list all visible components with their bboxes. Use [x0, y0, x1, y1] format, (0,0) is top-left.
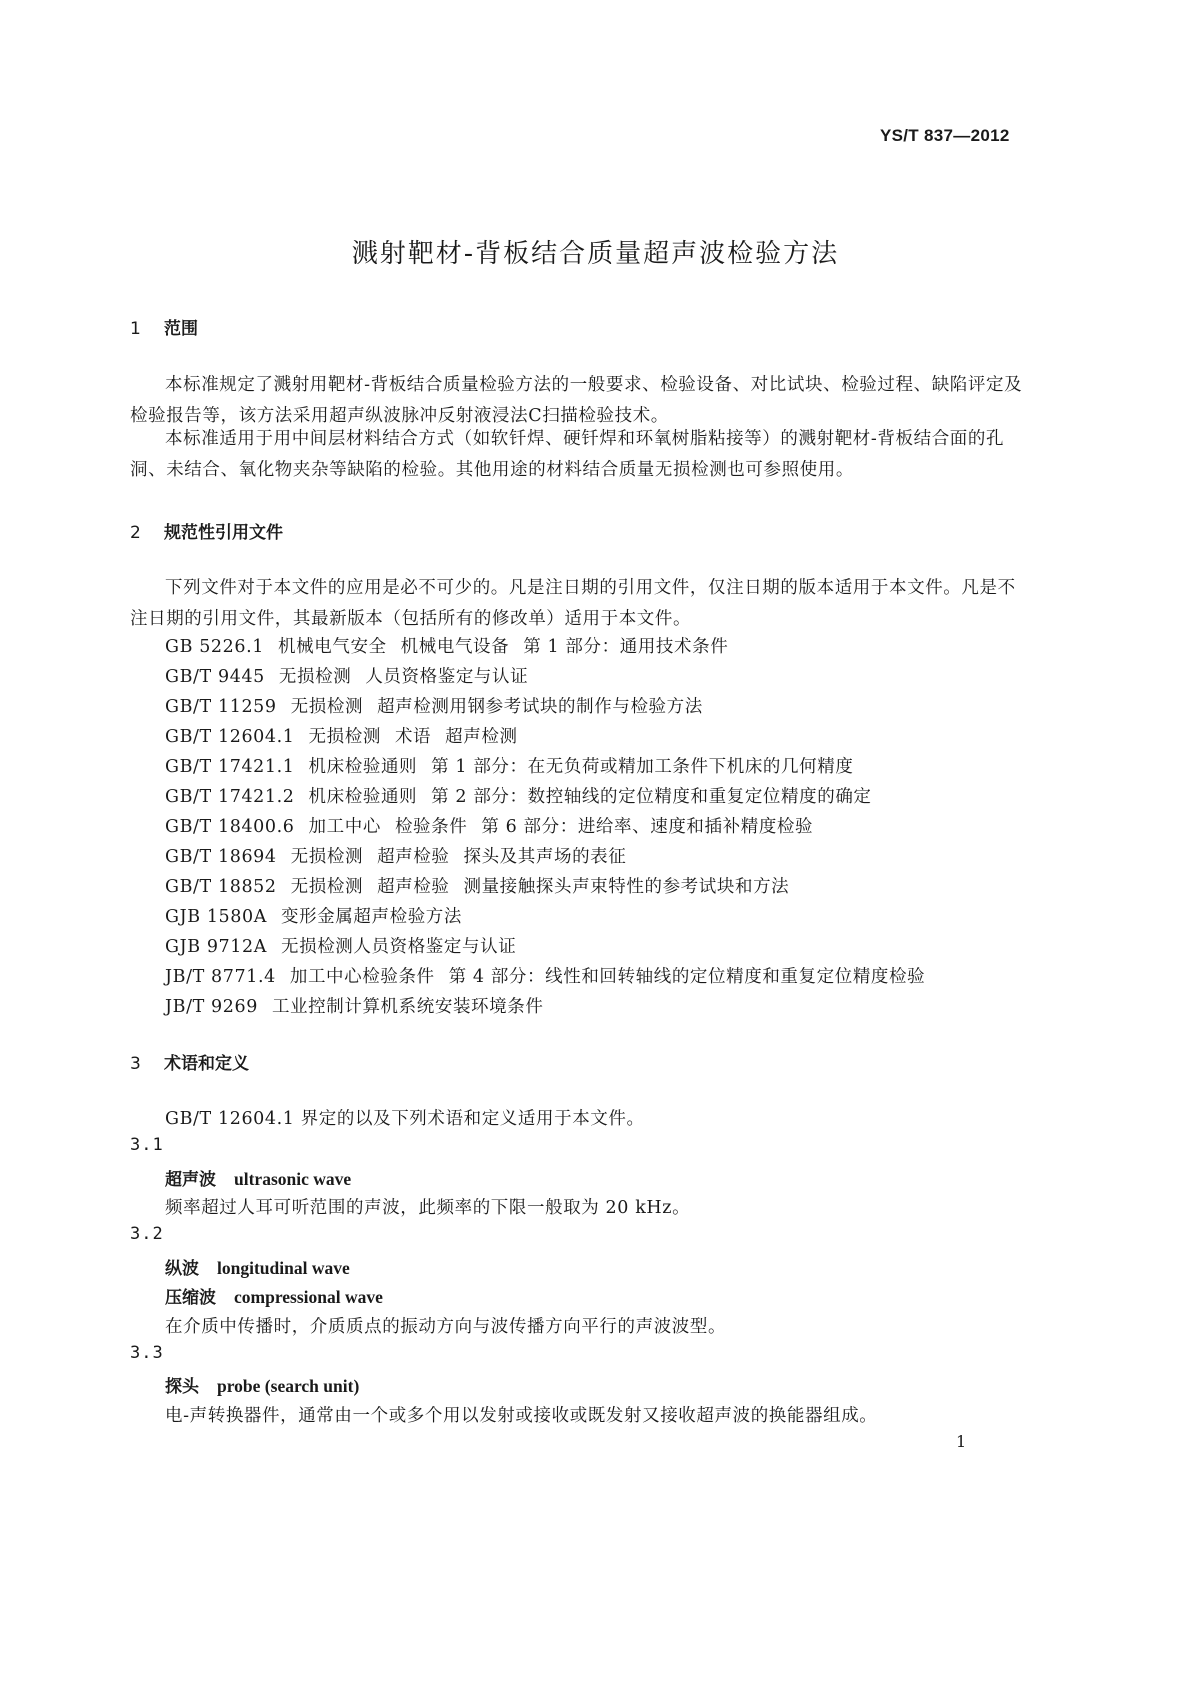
reference-title: 第 1 部分：通用技术条件	[523, 637, 729, 657]
section-number: 3	[130, 1054, 141, 1074]
term-entry	[165, 1372, 359, 1397]
reference-title: 无损检测	[278, 667, 352, 687]
reference-code: GB/T 18400.6	[165, 817, 295, 837]
term-en: ultrasonic wave	[234, 1169, 352, 1189]
reference-title: 机床检验通则	[308, 787, 418, 807]
reference-title: 变形金属超声检验方法	[281, 907, 462, 927]
reference-title: 无损检测	[290, 697, 364, 717]
page-number: 1	[956, 1432, 967, 1451]
term-zh: 探头	[165, 1377, 199, 1397]
reference-code: GB 5226.1	[165, 637, 265, 657]
reference-item	[165, 663, 542, 688]
reference-title: 超声检验	[377, 847, 450, 867]
term-en: probe (search unit)	[217, 1376, 360, 1396]
reference-title: 机械电气设备	[400, 637, 510, 657]
section-number: 2	[130, 523, 141, 543]
reference-code: GB/T 11259	[165, 697, 277, 717]
section-title: 规范性引用文件	[164, 523, 283, 543]
reference-title: 第 1 部分：在无负荷或精加工条件下机床的几何精度	[431, 757, 854, 777]
section-2-intro: 下列文件对于本文件的应用是必不可少的。凡是注日期的引用文件，仅注日期的版本适用于本文件。凡是不注日期的引用文件，其最新版本（包括所有的修改单）适用于本文件。	[130, 578, 1016, 629]
reference-code: GB/T 17421.1	[165, 757, 295, 777]
section-3-intro: GB/T 12604.1 界定的以及下列术语和定义适用于本文件。	[165, 1109, 645, 1129]
term-zh: 纵波	[165, 1259, 199, 1279]
reference-title: 检验条件	[394, 817, 468, 837]
reference-item	[165, 963, 939, 988]
reference-title: 人员资格鉴定与认证	[365, 667, 529, 687]
clause-number: 3.3	[130, 1343, 164, 1363]
standard-number: YS/T 837—2012	[880, 126, 1010, 145]
section-number: 1	[130, 319, 141, 339]
reference-item	[165, 723, 532, 748]
reference-code: GJB 9712A	[165, 937, 267, 957]
reference-title: 第 6 部分：进给率、速度和插补精度检验	[481, 817, 814, 837]
reference-code: JB/T 9269	[165, 997, 258, 1017]
reference-title: 加工中心检验条件	[289, 967, 435, 987]
reference-code: GJB 1580A	[165, 907, 267, 927]
section-3-heading	[130, 1049, 249, 1074]
reference-item	[165, 813, 827, 838]
term-zh: 压缩波	[165, 1288, 216, 1308]
reference-title: 加工中心	[308, 817, 381, 837]
reference-item	[165, 783, 886, 808]
reference-title: 探头及其声场的表征	[463, 847, 627, 867]
reference-title: 无损检测	[290, 877, 364, 897]
reference-title: 第 4 部分：线性和回转轴线的定位精度和重复定位精度检验	[448, 967, 926, 987]
reference-title: 测量接触探头声束特性的参考试块和方法	[463, 877, 790, 897]
reference-item	[165, 933, 530, 958]
section-2-heading	[130, 518, 283, 543]
reference-title: 机械电气安全	[278, 637, 387, 657]
clause-number: 3.2	[130, 1224, 164, 1244]
reference-code: GB/T 9445	[165, 667, 265, 687]
term-definition: 频率超过人耳可听范围的声波，此频率的下限一般取为 20 kHz。	[165, 1198, 691, 1218]
reference-item	[165, 693, 717, 718]
reference-title: 无损检测人员资格鉴定与认证	[281, 937, 517, 957]
reference-item	[165, 843, 640, 868]
term-en: longitudinal wave	[217, 1258, 350, 1278]
term-definition: 电-声转换器件，通常由一个或多个用以发射或接收或既发射又接收超声波的换能器组成。	[165, 1406, 878, 1426]
term-definition: 在介质中传播时，介质质点的振动方向与波传播方向平行的声波波型。	[165, 1317, 727, 1337]
term-entry-synonym	[165, 1283, 383, 1308]
term-zh: 超声波	[165, 1170, 216, 1190]
reference-item	[165, 873, 803, 898]
reference-title: 术语	[394, 727, 432, 747]
reference-code: GB/T 12604.1	[165, 727, 295, 747]
reference-title: 机床检验通则	[308, 757, 418, 777]
section-1-paragraph-2: 本标准适用于用中间层材料结合方式（如软钎焊、硬钎焊和环氧树脂粘接等）的溅射靶材-背板结合面的孔洞、未结合、氧化物夹杂等缺陷的检验。其他用途的材料结合质量无损检测也可参照使用。	[130, 429, 1005, 480]
reference-title: 超声检验	[377, 877, 450, 897]
section-title: 术语和定义	[164, 1054, 249, 1074]
reference-item	[165, 993, 557, 1018]
term-en: compressional wave	[234, 1287, 383, 1307]
clause-number: 3.1	[130, 1135, 164, 1155]
term-entry	[165, 1254, 350, 1279]
section-1-heading	[130, 314, 198, 339]
reference-item	[165, 903, 476, 928]
reference-title: 工业控制计算机系统安装环境条件	[271, 997, 544, 1017]
reference-item	[165, 753, 867, 778]
reference-code: GB/T 18694	[165, 847, 277, 867]
reference-title: 超声检测	[445, 727, 518, 747]
reference-title: 超声检测用钢参考试块的制作与检验方法	[377, 697, 703, 717]
document-title: 溅射靶材-背板结合质量超声波检验方法	[351, 239, 840, 269]
section-1-paragraph-1: 本标准规定了溅射用靶材-背板结合质量检验方法的一般要求、检验设备、对比试块、检验过程、缺陷评定及检验报告等，该方法采用超声纵波脉冲反射液浸法C扫描检验技术。	[130, 375, 1023, 426]
section-title: 范围	[164, 319, 198, 339]
reference-title: 第 2 部分：数控轴线的定位精度和重复定位精度的确定	[431, 787, 872, 807]
reference-code: GB/T 17421.2	[165, 787, 295, 807]
reference-title: 无损检测	[290, 847, 364, 867]
reference-code: JB/T 8771.4	[165, 967, 276, 987]
term-entry	[165, 1165, 351, 1190]
reference-code: GB/T 18852	[165, 877, 277, 897]
reference-title: 无损检测	[308, 727, 381, 747]
reference-item	[165, 633, 742, 658]
